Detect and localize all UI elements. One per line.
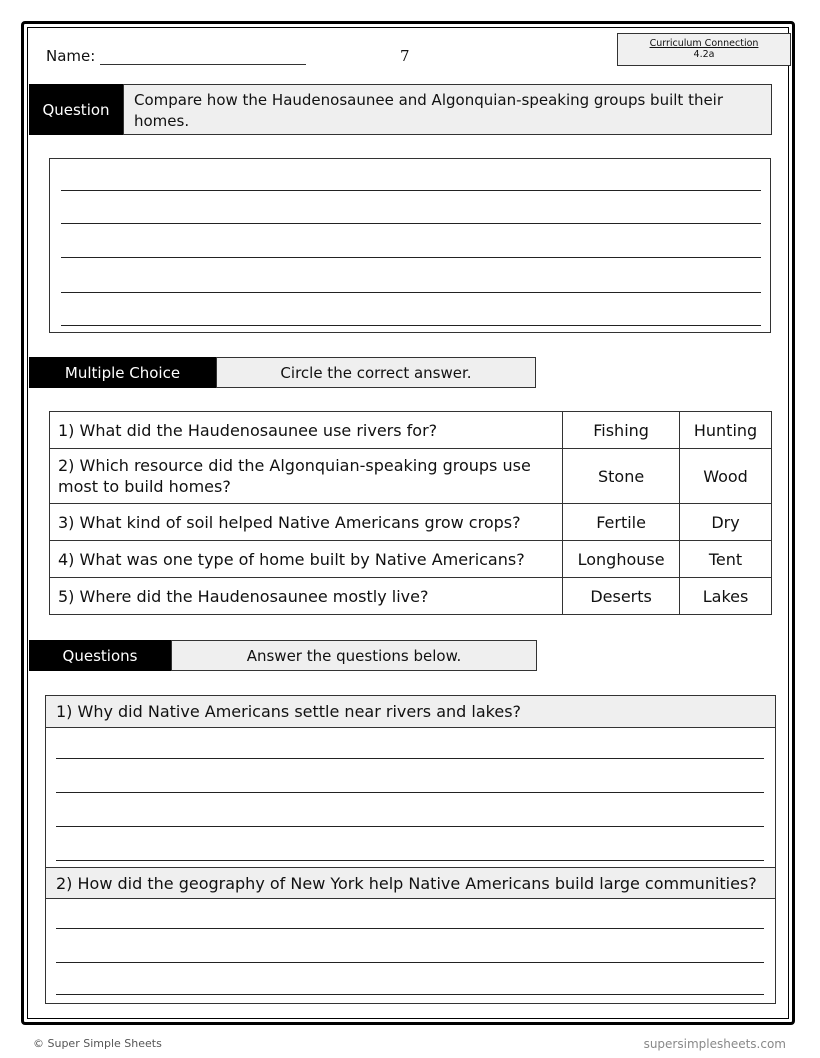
mc-question: 1) What did the Haudenosaunee use rivers for? [50,412,563,449]
mc-option[interactable]: Hunting [680,412,772,449]
footer-website: supersimplesheets.com [643,1037,786,1051]
table-row [50,541,772,578]
writing-line[interactable] [56,758,764,759]
writing-line[interactable] [56,928,764,929]
writing-line[interactable] [61,223,761,224]
page-number: 7 [400,47,410,65]
short-answer-question: 2) How did the geography of New York help Native Americans build large communities? [46,867,775,899]
table-row [50,412,772,449]
mc-option[interactable]: Dry [680,504,772,541]
writing-line[interactable] [56,792,764,793]
mc-question: 3) What kind of soil helped Native Americans grow crops? [50,504,563,541]
questions-label: Questions [29,640,171,671]
writing-line[interactable] [61,257,761,258]
mc-question: 5) Where did the Haudenosaunee mostly live? [50,578,563,615]
table-row [50,449,772,504]
writing-line[interactable] [56,994,764,995]
name-label: Name: [46,47,96,65]
curriculum-title: Curriculum Connection [649,38,759,49]
mc-option[interactable]: Lakes [680,578,772,615]
writing-line[interactable] [56,860,764,861]
writing-line[interactable] [61,190,761,191]
mc-question: 2) Which resource did the Algonquian-speaking groups use most to build homes? [50,449,563,504]
mc-option[interactable]: Longhouse [563,541,680,578]
writing-line[interactable] [56,826,764,827]
questions-instruction: Answer the questions below. [171,640,537,671]
table-row [50,504,772,541]
question-text: Compare how the Haudenosaunee and Algonquian-speaking groups built their homes. [123,84,772,135]
curriculum-connection-box [617,33,791,66]
mc-option[interactable]: Fertile [563,504,680,541]
writing-line[interactable] [61,292,761,293]
mc-option[interactable]: Wood [680,449,772,504]
writing-line[interactable] [61,325,761,326]
name-field[interactable] [100,64,306,65]
mc-option[interactable]: Tent [680,541,772,578]
multiple-choice-label: Multiple Choice [29,357,216,388]
footer-copyright: © Super Simple Sheets [33,1037,162,1050]
curriculum-code: 4.2a [693,49,715,60]
multiple-choice-table [49,411,772,615]
mc-option[interactable]: Stone [563,449,680,504]
writing-line[interactable] [56,962,764,963]
question-label: Question [29,84,123,135]
question-answer-area[interactable] [49,158,771,333]
short-answer-questions [45,695,776,1004]
mc-option[interactable]: Deserts [563,578,680,615]
mc-option[interactable]: Fishing [563,412,680,449]
mc-question: 4) What was one type of home built by Native Americans? [50,541,563,578]
multiple-choice-instruction: Circle the correct answer. [216,357,536,388]
short-answer-question: 1) Why did Native Americans settle near rivers and lakes? [46,696,775,728]
table-row [50,578,772,615]
